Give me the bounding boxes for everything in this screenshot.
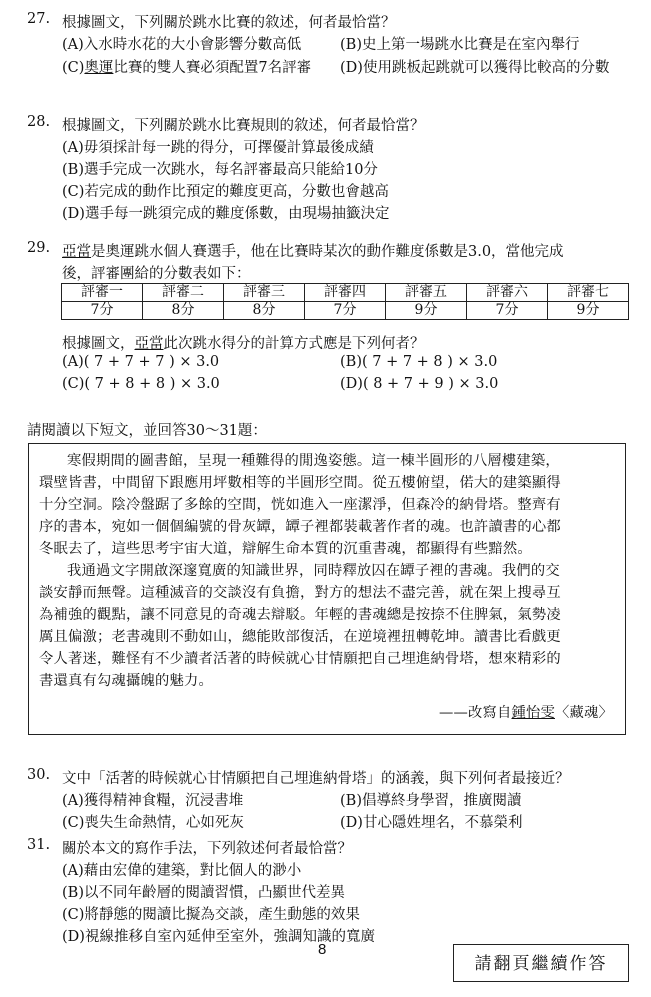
source-author: 鍾怡雯 — [511, 705, 555, 721]
option-c[interactable]: (C)將靜態的閱讀比擬為交談，產生動態的效果 — [62, 907, 360, 923]
option-b[interactable]: (B)史上第一場跳水比賽是在室內舉行 — [340, 37, 580, 53]
passage-line: 環壁皆書，中間留下跟應用坪數相等的半圓形空間。從五樓俯望，偌大的建築顯得 — [39, 475, 561, 491]
table-cell: 8分 — [224, 302, 305, 320]
option-c-rest: 比賽的雙人賽必須配置7名評審 — [113, 60, 312, 76]
ask-prefix: 根據圖文， — [62, 336, 135, 352]
question-ask — [62, 332, 425, 353]
passage-source — [439, 702, 613, 722]
option-b[interactable]: (B)選手完成一次跳水，每名評審最高只能給10分 — [62, 162, 378, 178]
proper-noun-olympics: 奧運 — [84, 60, 114, 76]
option-a[interactable]: (A)( 7 + 7 + 7 ) × 3.0 — [62, 354, 220, 370]
option-c[interactable]: (C)若完成的動作比預定的難度更高，分數也會越高 — [62, 184, 389, 200]
reading-instruction: 請閱讀以下短文，並回答30～31題： — [27, 423, 267, 439]
table-header-cell: 評審四 — [305, 284, 386, 302]
source-prefix: ——改寫自 — [439, 705, 512, 721]
athlete-name: 亞當 — [62, 244, 91, 260]
stem-text: 是奧運跳水個人賽選手，他在比賽時某次的動作難度係數是3.0，當他完成 — [91, 244, 564, 260]
question-stem-line2: 後，評審團給的分數表如下： — [62, 266, 251, 282]
option-d[interactable]: (D)甘心隱姓埋名，不慕榮利 — [340, 815, 523, 831]
option-d[interactable]: (D)選手每一跳須完成的難度係數，由現場抽籤決定 — [62, 206, 390, 222]
option-c[interactable]: (C)( 7 + 8 + 8 ) × 3.0 — [62, 376, 220, 392]
table-header-cell: 評審一 — [62, 284, 143, 302]
question-stem: 關於本文的寫作手法，下列敘述何者最恰當？ — [62, 841, 352, 857]
table-cell: 7分 — [305, 302, 386, 320]
table-cell: 7分 — [467, 302, 548, 320]
option-a[interactable]: (A)入水時水花的大小會影響分數高低 — [62, 37, 302, 53]
question-number: 30. — [27, 767, 51, 783]
option-b[interactable]: (B)以不同年齡層的閱讀習慣，凸顯世代差異 — [62, 885, 345, 901]
judges-score-table — [61, 283, 629, 320]
table-cell: 7分 — [62, 302, 143, 320]
question-stem: 文中「活著的時候就心甘情願把自己埋進納骨塔」的涵義，與下列何者最接近？ — [62, 771, 570, 787]
table-cell: 8分 — [143, 302, 224, 320]
option-d[interactable]: (D)使用跳板起跳就可以獲得比較高的分數 — [340, 60, 610, 76]
table-header-cell: 評審二 — [143, 284, 224, 302]
option-d[interactable]: (D)視線推移自室內延伸至室外，強調知識的寬廣 — [62, 929, 375, 945]
table-header-cell: 評審七 — [548, 284, 629, 302]
turn-page-notice: 請翻頁繼續作答 — [453, 944, 629, 982]
option-a[interactable]: (A)藉由宏偉的建築，對比個人的渺小 — [62, 863, 302, 879]
question-stem-line1 — [62, 240, 564, 261]
passage-line: 序的書本，宛如一個個編號的骨灰罈，罈子裡都裝載著作者的魂。也許讀書的心都 — [39, 519, 561, 535]
option-b[interactable]: (B)( 7 + 7 + 8 ) × 3.0 — [340, 354, 498, 370]
table-cell: 9分 — [386, 302, 467, 320]
passage-line: 令人著迷，難怪有不少讀者活著的時候就心甘情願把自己埋進納骨塔，想來精彩的 — [39, 651, 561, 667]
option-a[interactable]: (A)毋須採計每一跳的得分，可擇優計算最後成績 — [62, 140, 374, 156]
table-row — [62, 302, 629, 320]
question-stem: 根據圖文，下列關於跳水比賽的敘述，何者最恰當？ — [62, 15, 396, 31]
question-number: 28. — [27, 114, 51, 130]
source-title: 〈藏魂〉 — [555, 705, 613, 721]
question-number: 29. — [27, 240, 51, 256]
question-number: 27. — [27, 11, 51, 27]
athlete-name: 亞當 — [134, 336, 164, 352]
table-header-cell: 評審五 — [386, 284, 467, 302]
table-header-cell: 評審六 — [467, 284, 548, 302]
page-number: 8 — [318, 941, 327, 958]
table-header-cell: 評審三 — [224, 284, 305, 302]
passage-line: 厲且偏激；老書魂則不動如山，總能敗部復活，在逆境裡扭轉乾坤。讀書比看戲更 — [39, 629, 561, 645]
passage-line: 十分空洞。陰冷盤踞了多餘的空間，恍如進入一座潔淨，但森冷的納骨塔。整齊有 — [39, 497, 561, 513]
passage-line: 冬眠去了，這些思考宇宙大道，辯解生命本質的沉重書魂，都顯得有些黯然。 — [39, 541, 532, 557]
reading-passage — [28, 443, 626, 735]
table-cell: 9分 — [548, 302, 629, 320]
ask-suffix: 此次跳水得分的計算方式應是下列何者？ — [163, 336, 425, 352]
table-header-row — [62, 284, 629, 302]
option-b[interactable]: (B)倡導終身學習，推廣閱讀 — [340, 793, 522, 809]
passage-line: 為補強的觀點，讓不同意見的奇魂去辯駁。年輕的書魂總是按捺不住脾氣，氣勢凌 — [39, 607, 561, 623]
passage-line: 書還真有勾魂攝魄的魅力。 — [39, 673, 213, 689]
option-c[interactable]: (C)喪失生命熱情，心如死灰 — [62, 815, 244, 831]
passage-line: 談安靜而無聲。這種滅音的交談沒有負擔，對方的想法不盡完善，就在架上搜尋互 — [39, 585, 561, 601]
passage-line: 我通過文字開啟深邃寬廣的知識世界，同時釋放囚在罈子裡的書魂。我們的交 — [67, 563, 560, 579]
option-a[interactable]: (A)獲得精神食糧，沉浸書堆 — [62, 793, 244, 809]
passage-line: 寒假期間的圖書館，呈現一種難得的閒逸姿態。這一棟半圓形的八層樓建築， — [67, 453, 560, 469]
question-number: 31. — [27, 837, 51, 853]
question-stem: 根據圖文，下列關於跳水比賽規則的敘述，何者最恰當？ — [62, 118, 425, 134]
option-c[interactable] — [62, 56, 311, 77]
option-c-prefix: (C) — [62, 60, 85, 76]
option-d[interactable]: (D)( 8 + 7 + 9 ) × 3.0 — [340, 376, 499, 392]
